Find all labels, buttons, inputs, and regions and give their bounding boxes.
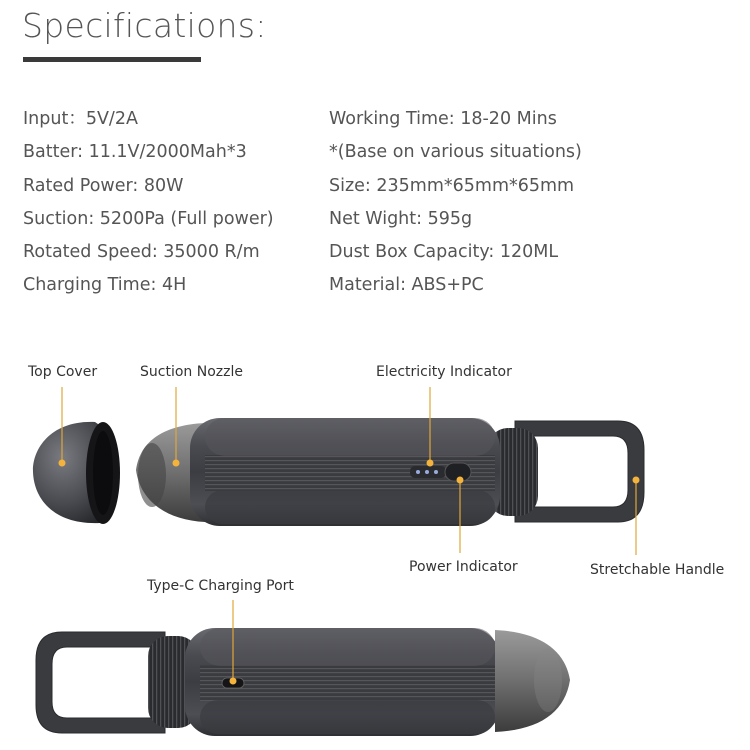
label-top-cover: Top Cover [28,364,98,380]
label-stretchable-handle: Stretchable Handle [590,562,725,578]
spec-suction: Suction: 5200Pa (Full power) [23,208,274,229]
bottom-nozzle [495,630,570,732]
spec-rotated-speed: Rotated Speed: 35000 R/m [23,242,260,263]
main-body [190,418,500,526]
label-power-indicator: Power Indicator [409,559,518,575]
spec-dust-box: Dust Box Capacity: 120ML [329,242,559,263]
spec-input: Input：5V/2A [23,109,138,129]
label-electricity-indicator: Electricity Indicator [376,364,512,380]
spec-net-weight: Net Wight: 595g [329,208,473,229]
spec-charging-time: Charging Time: 4H [23,275,187,296]
page-title: Specifications: [22,6,267,45]
top-cover [33,422,120,524]
label-suction-nozzle: Suction Nozzle [140,364,243,380]
spec-material: Material: ABS+PC [329,275,484,296]
spec-rated-power: Rated Power: 80W [23,175,184,196]
spec-working-time: Working Time: 18-20 Mins [329,109,557,129]
spec-battery: Batter: 11.1V/2000Mah*3 [23,142,247,163]
label-type-c-port: Type-C Charging Port [147,578,294,594]
spec-size: Size: 235mm*65mm*65mm [329,175,575,196]
spec-note: *(Base on various situations) [329,142,582,163]
bottom-handle [36,632,165,733]
